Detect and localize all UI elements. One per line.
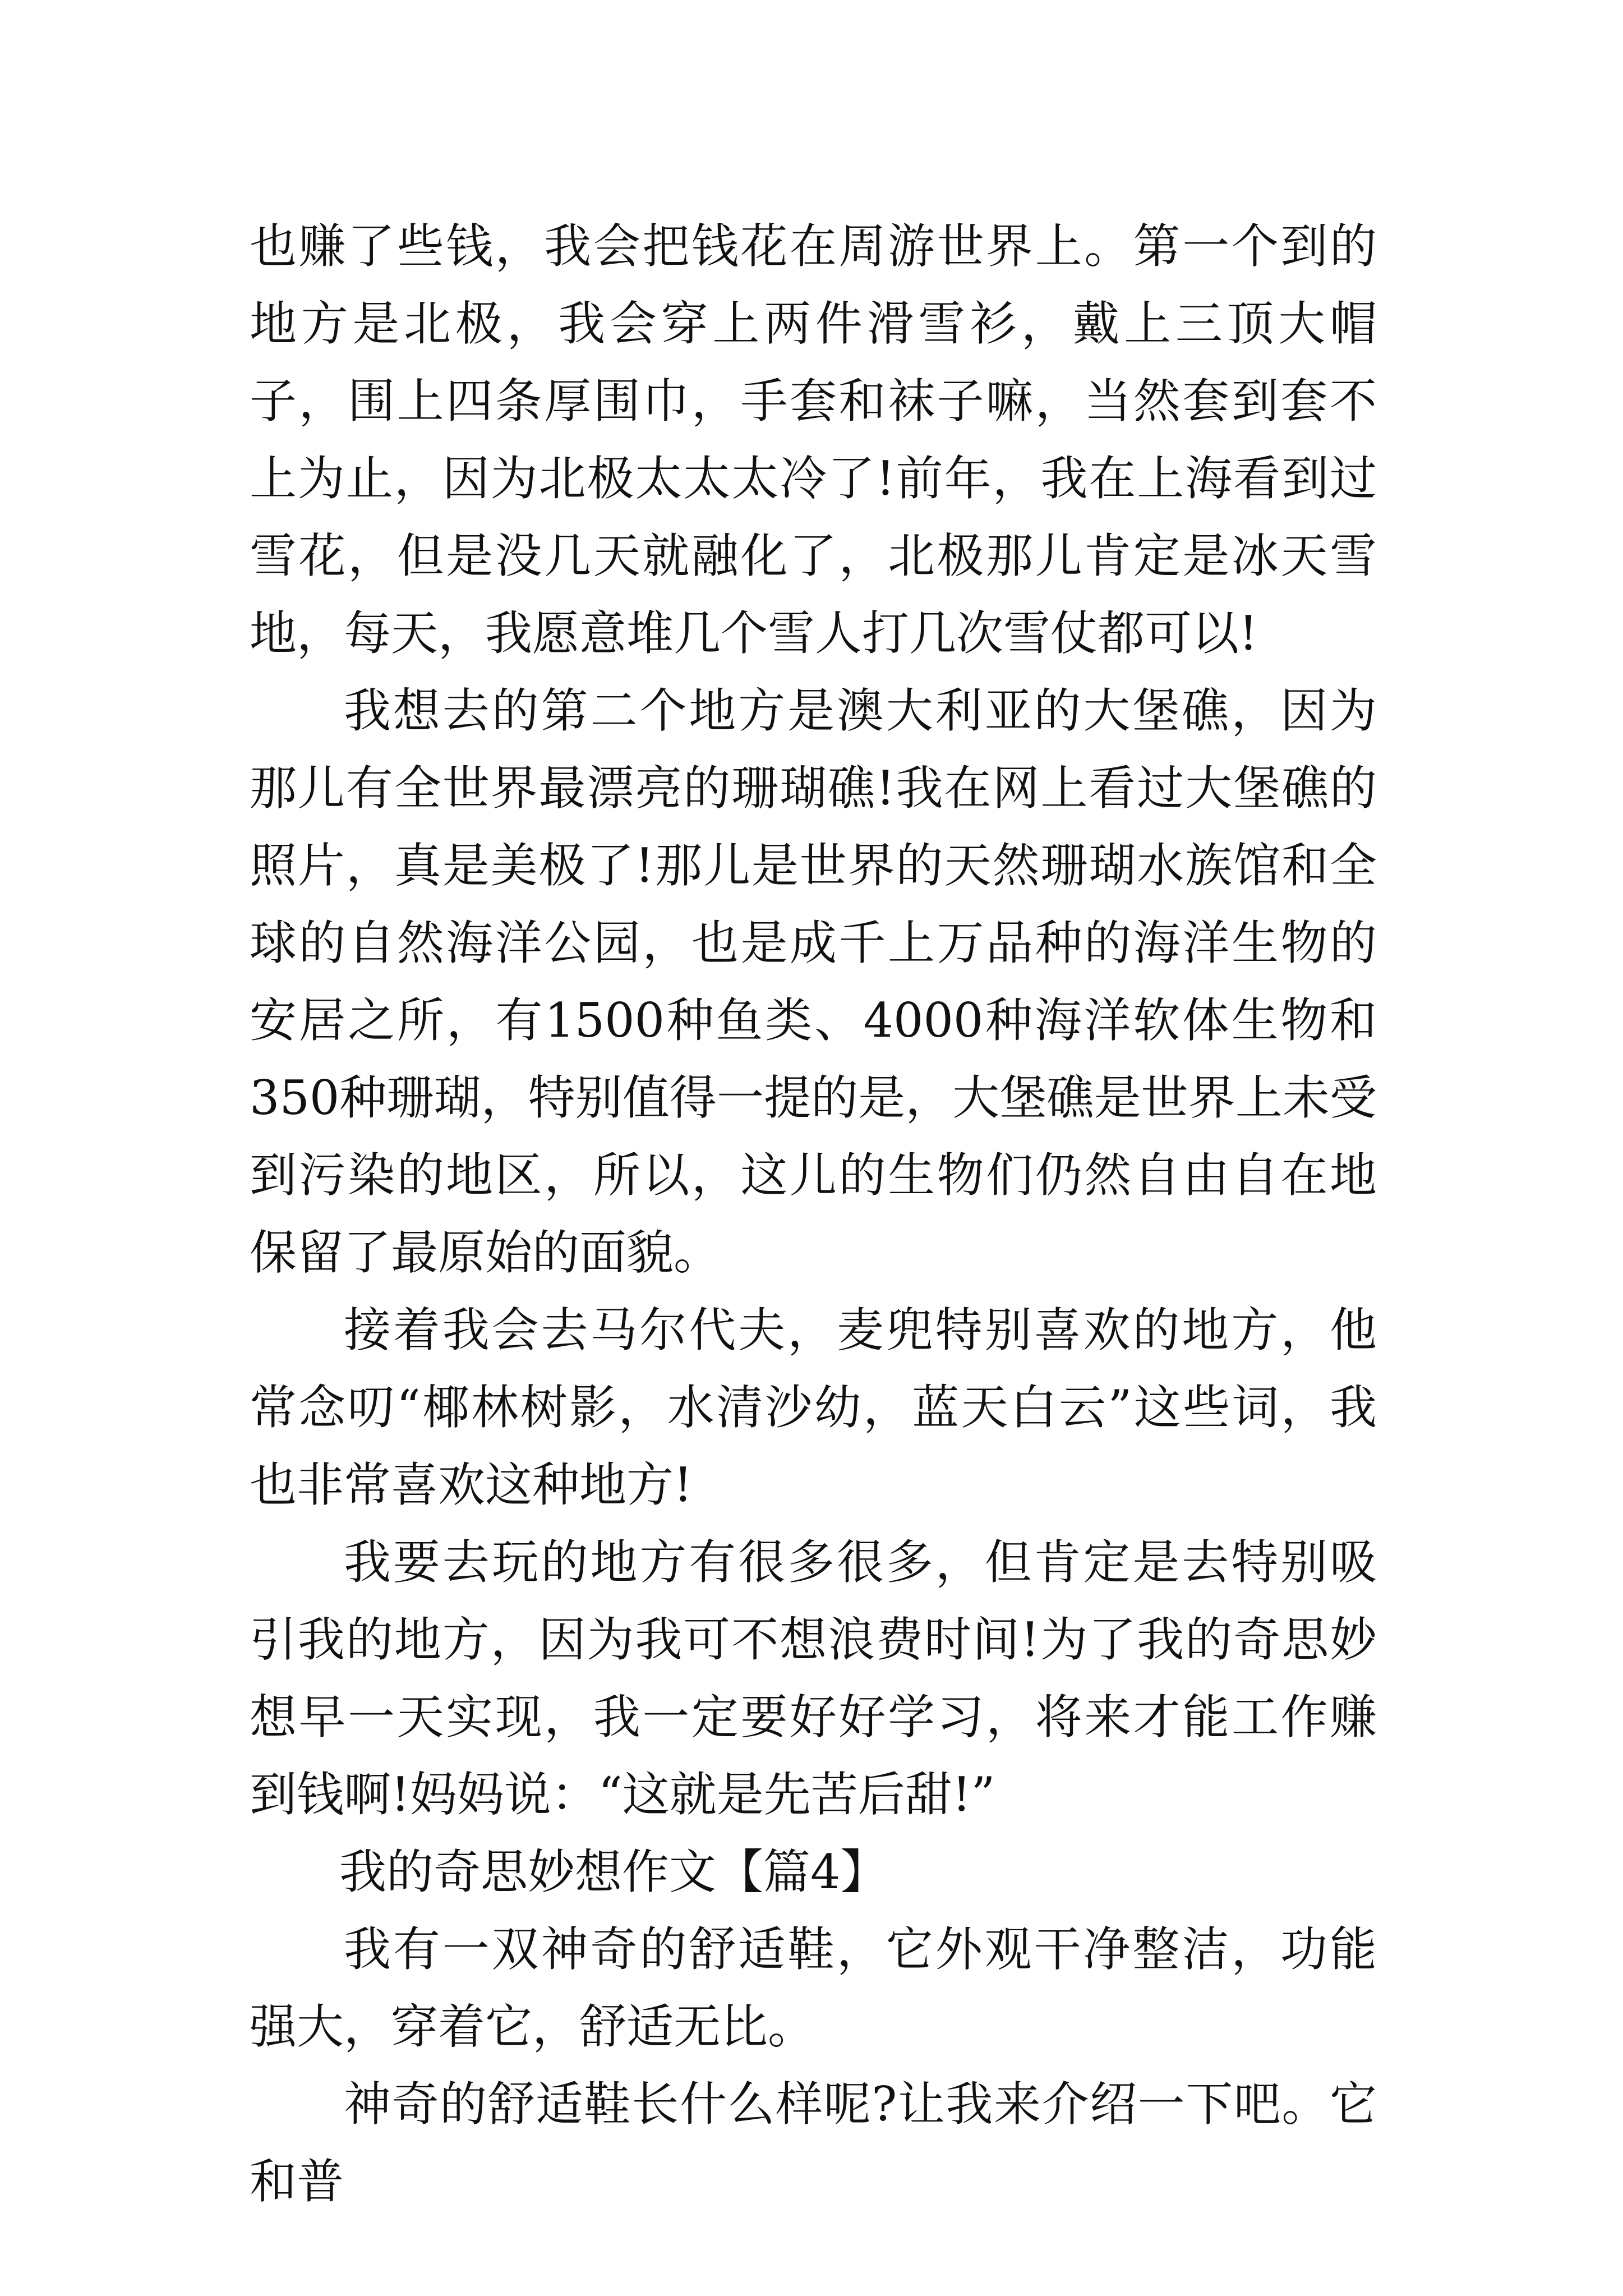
section-heading: 我的奇思妙想作文【篇4】: [339, 1844, 888, 1899]
document-body: [250, 208, 1377, 2220]
paragraph-maldives: 接着我会去马尔代夫，麦兜特别喜欢的地方，他常念叨“椰林树影，水清沙幼，蓝天白云”这些词，我也非常喜欢这种地方!: [250, 1303, 1377, 1512]
paragraph-magic-shoes-intro: 我有一双神奇的舒适鞋，它外观干净整洁，功能强大，穿着它，舒适无比。: [250, 1922, 1377, 2054]
paragraph-continuation: 也赚了些钱，我会把钱花在周游世界上。第一个到的地方是北极，我会穿上两件滑雪衫，戴上三顶大帽子，围上四条厚围巾，手套和袜子嘛，当然套到套不上为止，因为北极太太太冷了!前年，我在上海看到过雪花，但是没几天就融化了，北极那儿肯定是冰天雪地，每天，我愿意堆几个雪人打几次雪仗都可以!: [250, 219, 1377, 661]
paragraph-magic-shoes-description: 神奇的舒适鞋长什么样呢?让我来介绍一下吧。它和普: [250, 2077, 1377, 2209]
paragraph-great-barrier-reef: 我想去的第二个地方是澳大利亚的大堡礁，因为那儿有全世界最漂亮的珊瑚礁!我在网上看过大堡礁的照片，真是美极了!那儿是世界的天然珊瑚水族馆和全球的自然海洋公园，也是成千上万品种的海洋生物的安居之所，有1500种鱼类、4000种海洋软体生物和350种珊瑚，特别值得一提的是，大堡礁是世界上未受到污染的地区，所以，这儿的生物们仍然自由自在地保留了最原始的面貌。: [250, 683, 1377, 1280]
paragraph-study-hard: 我要去玩的地方有很多很多，但肯定是去特别吸引我的地方，因为我可不想浪费时间!为了我的奇思妙想早一天实现，我一定要好好学习，将来才能工作赚到钱啊!妈妈说：“这就是先苦后甜!”: [250, 1535, 1377, 1822]
